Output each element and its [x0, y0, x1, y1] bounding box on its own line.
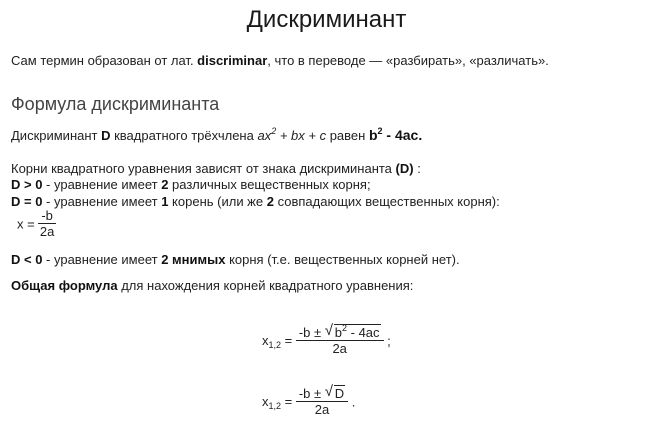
definition-line	[11, 127, 422, 143]
general-root-formula: $x_{1,2}$ = -b ± √ $b^2 - 4ac$ 2a ;	[262, 322, 391, 356]
def-text-2: квадратного трёхчлена	[110, 128, 258, 143]
intro-post: , что в переводе — «разбирать», «различать».	[267, 53, 549, 68]
case-zero: D = 0 - уравнение имеет 1 корень (или же 2 совпадающих вещественных корня):	[11, 194, 500, 209]
discriminant-root-formula: $x_{1,2}$ = -b ± √ D 2a .	[262, 383, 356, 417]
def-expr: $ax^2$ + bx + c	[257, 126, 327, 143]
case-negative: D < 0 - уравнение имеет 2 мнимых корня (т.е. вещественных корней нет).	[11, 252, 460, 267]
single-root-formula: x = $\frac{-b}{2a}$	[17, 208, 55, 239]
def-result: $b^2 - 4ac$.	[368, 126, 423, 143]
def-text-1: Дискриминант	[11, 128, 102, 143]
intro-pre: Сам термин образован от лат.	[11, 53, 198, 68]
formula-heading: Формула дискриминанта	[11, 94, 220, 114]
def-d: D	[101, 128, 111, 143]
page-title: Дискриминант	[246, 6, 407, 33]
case-positive: D > 0 - уравнение имеет 2 различных вещественных корня;	[11, 177, 371, 192]
intro-latin-word: discriminar	[197, 53, 268, 68]
roots-intro: Корни квадратного уравнения зависят от знака дискриминанта (D) :	[11, 161, 421, 176]
general-formula-intro: Общая формула для нахождения корней квадратного уравнения:	[11, 278, 414, 293]
def-text-3: равен	[326, 128, 369, 143]
intro-text	[11, 53, 549, 68]
